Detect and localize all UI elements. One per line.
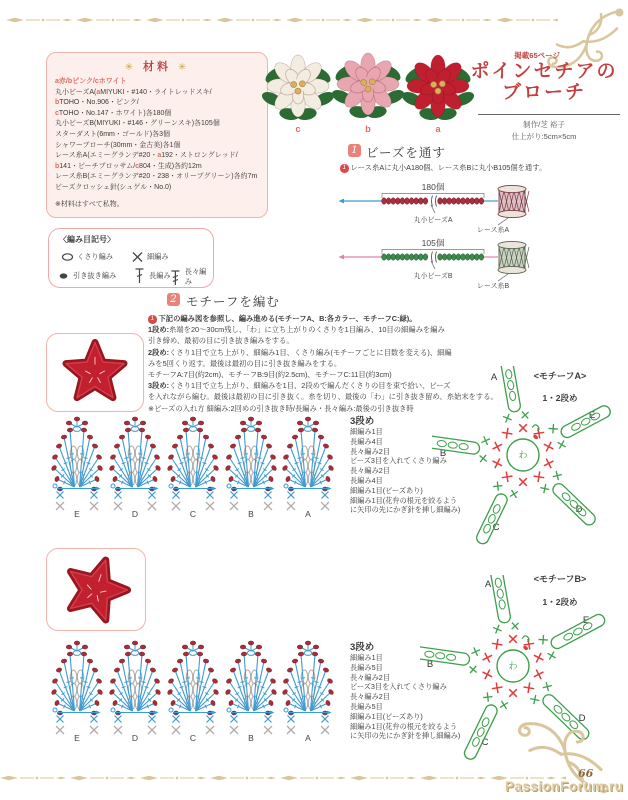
materials-title: ✳ 材料 ✳ (124, 60, 190, 73)
svg-text:丸小ビーズB: 丸小ビーズB (413, 273, 453, 280)
petal-chart (164, 640, 222, 744)
materials-line: 丸小ビーズA(aMIYUKI・#140・ライトレッドスキ/ (55, 88, 212, 96)
svg-text:B: B (426, 659, 434, 670)
brooch-photo-pink (332, 46, 404, 122)
section-1-title: ビーズを通す (366, 145, 446, 160)
row3-item: 細編み1目 (350, 427, 383, 436)
row3-item: 長々編み2目 (350, 446, 390, 456)
row3-item: に矢印の先にかぎ針を挿し細編み) (350, 731, 461, 741)
credit: 制作/芝 裕子 (523, 120, 565, 129)
svg-text:E: E (74, 509, 80, 519)
top-divider-ornament (6, 16, 558, 24)
chain-stitch-icon (61, 248, 74, 265)
svg-text:B: B (248, 509, 254, 519)
motif-b-photo-box (46, 548, 146, 631)
stitch-legend-title: 〈編み目記号〉 (59, 235, 115, 244)
svg-text:D: D (131, 509, 139, 519)
instruction-line: みを5回くり返す。最後は最初の目に引き抜き編みをする。 (148, 358, 342, 368)
svg-text:わ: わ (508, 661, 518, 671)
svg-text:E: E (582, 615, 590, 626)
svg-text:C: C (189, 733, 197, 743)
row3-title: 3段め (350, 642, 375, 653)
double-crochet-icon (133, 267, 146, 284)
svg-text:105個: 105個 (421, 238, 445, 248)
instruction-line: 2段め:くさり1目で立ち上がり、細編み1目、くさり編み(モチーフごとに目数を変える)、細編 (148, 347, 452, 357)
materials-note: ※材料はすべて私物。 (55, 200, 124, 208)
row3-item: 長編み4目 (350, 475, 383, 485)
section-2-badge: 2 (167, 293, 180, 306)
svg-text:B: B (439, 448, 447, 459)
finished-size: 仕上がり:5cm×5cm (511, 132, 577, 141)
section-2-title: モチーフを編む (186, 294, 280, 309)
petal-chart (106, 416, 164, 520)
bottom-divider-ornament (0, 774, 566, 782)
instruction-line: 1 下記の編み図を参照し、編み進める(モチーフA、B:各カラー、モチーフC:緑)。 (148, 313, 498, 324)
row3-item: 細編み1目(花弁の根元を絞るよう (350, 721, 458, 731)
svg-text:わ: わ (518, 450, 528, 460)
legend-single-crochet: 細編み (131, 248, 169, 265)
row3-item: 長々編み2目 (350, 692, 390, 702)
materials-line: cTOHO・No.147・ホワイト)各180個 (55, 109, 172, 117)
petal-chart (222, 416, 280, 520)
instruction-line: を入れながら編む。最後は最初の目に引き抜く。糸を切り、最後の「わ」に引き抜き留め、糸始末をする。 (148, 392, 498, 402)
photo-label-b: b (365, 124, 371, 134)
motif-b-rounds-label: 1・2段め (542, 597, 578, 607)
svg-text:D: D (578, 713, 586, 724)
single-crochet-icon (131, 248, 144, 265)
materials-line: a赤/bピンク/cホワイト (55, 78, 127, 85)
motif-a-photo (59, 339, 131, 407)
svg-text:C: C (189, 509, 197, 519)
treble-crochet-icon (169, 269, 182, 286)
petal-chart (279, 416, 337, 520)
svg-text:C: C (481, 737, 489, 748)
brooch-photo-white (262, 48, 334, 124)
instruction-line: 3段め:くさり1目で立ち上がり、細編みを1目、2段めで編んだくさりの目を束で拾い、ビーズ (148, 381, 451, 391)
bead-diagram-a (336, 180, 536, 234)
row3-item: 長編み4目 (350, 436, 383, 446)
svg-text:D: D (575, 504, 583, 515)
materials-line: ビーズクロッシェ針(シュゲル・No.0) (55, 183, 172, 191)
row3-item: 長々編み2目 (350, 466, 390, 476)
motif-b-title: <モチーフB> (533, 574, 587, 584)
materials-line: 丸小ビーズB(MIYUKI・#146・グリーンスキ)各105個 (55, 120, 220, 128)
row3-item: 長編み5目 (350, 662, 383, 672)
row3-item: ビーズ3目を入れてくさり編み (350, 456, 447, 466)
legend-slip-stitch: 引き抜き編み (57, 267, 116, 284)
motif-a-photo-box (46, 333, 144, 412)
instruction-line: ※ビーズの入れ方 細編み:2回めの引き抜き時/長編み・長々編み:最後の引き抜き時 (148, 403, 414, 413)
slip-stitch-icon (57, 267, 70, 284)
instruction-line: 引き締め、最初の目に引き抜き編みをする。 (148, 336, 294, 346)
row3-item: 細編み1目(ビーズあり) (350, 485, 423, 495)
svg-text:E: E (74, 733, 80, 743)
watermark: PassionForum.ru (505, 779, 624, 794)
row3-title: 3段め (350, 416, 375, 427)
svg-text:A: A (305, 733, 311, 743)
svg-text:丸小ビーズA: 丸小ビーズA (413, 217, 453, 224)
petal-chart (222, 640, 280, 744)
row3-item: に矢印の先にかぎ針を挿し細編み) (350, 505, 461, 515)
row3-item: 細編み1目(花弁の根元を絞るよう (350, 495, 458, 505)
instruction-line: 1段め:糸端を20〜30cm残し、「わ」に立ち上がりのくさりを1目編み、10目の細編みを編み (148, 325, 445, 335)
materials-line: レース糸B(エミーグランデ#20・238・オリーブグリーン)各約7m (55, 173, 258, 181)
section-1-badge: 1 (348, 144, 361, 157)
petal-chart (279, 640, 337, 744)
svg-text:C: C (492, 522, 500, 533)
materials-line: b141・ピーチブロッサム/c804・生成)各約12m (55, 162, 202, 170)
motif-b-photo (50, 545, 142, 634)
page-title: ポインセチアの ブローチ (470, 60, 618, 103)
materials-line: bTOHO・No.906・ピンク/ (55, 99, 139, 107)
motif-a-chart (432, 366, 628, 551)
svg-text:レース糸B: レース糸B (476, 283, 510, 290)
svg-text:180個: 180個 (421, 182, 445, 192)
row3-item: 細編み1目 (350, 653, 383, 662)
materials-line: スターダスト(6mm・ゴールド)各3個 (55, 130, 170, 138)
row3-item: ビーズ3目を入れてくさり編み (350, 682, 447, 692)
page-number: 66 (578, 767, 594, 780)
instruction-line: モチーフA:7目(約2cm)、モチーフB:9目(約2.5cm)、モチーフC:11目(約3cm) (148, 370, 392, 380)
svg-text:E: E (588, 410, 596, 421)
svg-text:D: D (131, 733, 139, 743)
materials-box (46, 52, 268, 218)
row3-item: 長編み5目 (350, 701, 383, 711)
materials-line: シャワーブローチ(30mm・金古美)各1個 (55, 141, 181, 149)
stitch-legend-box (48, 228, 214, 288)
photo-label-c: c (295, 124, 301, 134)
photo-label-a: a (435, 124, 441, 134)
petal-chart (106, 640, 164, 744)
bead-diagram-b (336, 236, 536, 290)
legend-double-crochet: 長編み (133, 267, 171, 284)
svg-text:A: A (484, 579, 492, 590)
petal-chart (164, 416, 222, 520)
materials-line: レース糸A(エミーグランデ#20・a192・ストロングレッド/ (55, 152, 238, 160)
svg-text:レース糸A: レース糸A (476, 227, 510, 234)
petal-chart (48, 416, 106, 520)
motif-a-rounds-label: 1・2段め (542, 393, 578, 403)
row3-item: 細編み1目(ビーズあり) (350, 711, 423, 721)
section-1-step: 1 レース糸Aに丸小A180個、レース糸Bに丸小B105個を通す。 (340, 163, 546, 173)
petal-chart (48, 640, 106, 744)
legend-treble-crochet: 長々編み (169, 267, 213, 287)
svg-text:A: A (305, 509, 311, 519)
legend-chain: くさり編み (61, 248, 113, 265)
row3-item: 長々編み2目 (350, 672, 390, 682)
svg-text:B: B (248, 733, 254, 743)
page-reference: 掲載65ページ (514, 51, 560, 60)
motif-a-title: <モチーフA> (533, 371, 587, 381)
title-rule (478, 114, 620, 115)
svg-text:A: A (490, 372, 498, 383)
